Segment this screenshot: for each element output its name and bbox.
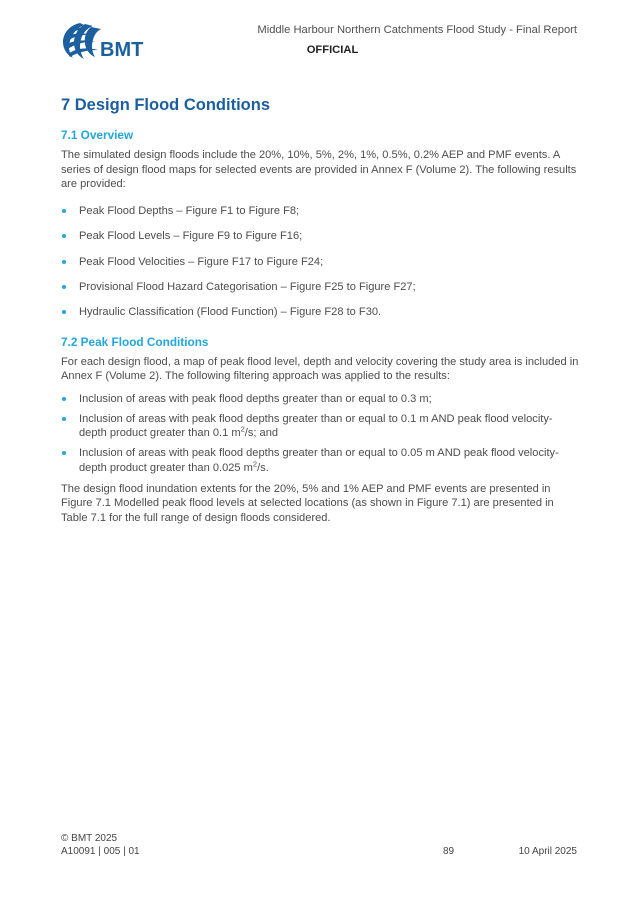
results-list	[61, 204, 579, 319]
bullet-text: Inclusion of areas with peak flood depths greater than or equal to 0.1 m AND peak flood velocity-depth product greater than 0.1 m	[79, 412, 553, 440]
peak-intro: For each design flood, a map of peak flood level, depth and velocity covering the study area is included in Annex F (Volume 2). The following filtering approach was applied to the results:	[61, 355, 579, 383]
list-item: Peak Flood Levels – Figure F9 to Figure F16;	[61, 229, 579, 243]
filter-list	[61, 392, 579, 475]
logo-text: BMT	[100, 39, 144, 61]
footer-date: 10 April 2025	[518, 846, 577, 857]
report-title: Middle Harbour Northern Catchments Flood Study - Final Report	[257, 24, 577, 36]
superscript: 2	[240, 424, 245, 434]
overview-intro: The simulated design floods include the 20%, 10%, 5%, 2%, 1%, 0.5%, 0.2% AEP and PMF events. A series of design flood maps for selected events are provided in Annex F (Volume 2). The following results are provided:	[61, 149, 577, 190]
page-number: 89	[443, 846, 455, 857]
list-item: Peak Flood Velocities – Figure F17 to Figure F24;	[61, 255, 579, 269]
footer-reference: A10091 | 005 | 01	[61, 846, 140, 857]
bmt-logo-mark	[60, 18, 150, 64]
bmt-logo	[60, 18, 150, 64]
overview-heading: 7.1 Overview	[61, 128, 134, 142]
peak-heading: 7.2 Peak Flood Conditions	[61, 334, 209, 349]
bullet-text: /s.	[257, 461, 269, 474]
list-item	[61, 412, 579, 441]
list-item: Hydraulic Classification (Flood Function) – Figure F28 to F30.	[61, 305, 579, 319]
superscript: 2	[252, 459, 258, 469]
list-item: Provisional Flood Hazard Categorisation – Figure F25 to Figure F27;	[61, 280, 579, 294]
bullet-text: /s; and	[244, 427, 279, 440]
page-body	[61, 128, 579, 525]
bullet-text: Inclusion of areas with peak flood depths greater than or equal to 0.05 m AND peak flood velocity-depth product greater than 0.025 m	[79, 447, 559, 474]
list-item: Peak Flood Depths – Figure F1 to Figure F8;	[61, 204, 579, 218]
classification-label: OFFICIAL	[306, 44, 359, 56]
section-title: 7 Design Flood Conditions	[61, 96, 270, 114]
list-item: Inclusion of areas with peak flood depths greater than or equal to 0.3 m;	[61, 392, 579, 406]
closing-paragraph: The design flood inundation extents for the 20%, 5% and 1% AEP and PMF events are presented in Figure 7.1 Modelled peak flood levels at selected locations (as shown in Figure 7.1) are presented in Table 7.1 for the full range of design floods considered.	[61, 483, 554, 524]
list-item	[61, 446, 579, 475]
footer-copyright: © BMT 2025	[61, 833, 118, 844]
